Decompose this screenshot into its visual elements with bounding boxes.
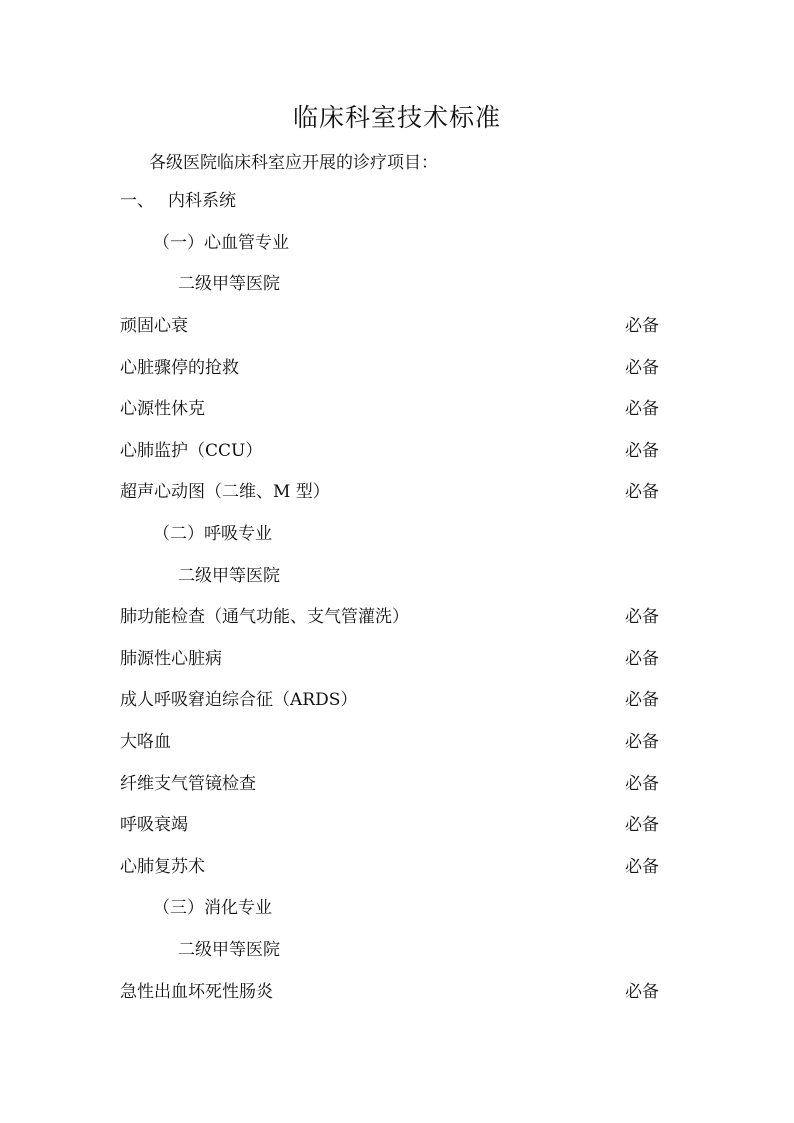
item-name: 呼吸衰竭 [120, 815, 188, 835]
hospital-level-label: 二级甲等医院 [178, 274, 280, 294]
list-item [0, 314, 794, 338]
item-name: 肺源性心脏病 [120, 649, 222, 669]
item-status: 必备 [625, 857, 659, 877]
section-title: （二）呼吸专业 [153, 524, 272, 544]
list-item [0, 980, 794, 1004]
item-status: 必备 [625, 358, 659, 378]
list-item [0, 356, 794, 380]
hospital-level [0, 564, 794, 588]
item-name: 纤维支气管镜检查 [120, 774, 256, 794]
section-heading [0, 231, 794, 255]
section-heading [0, 896, 794, 920]
list-item [0, 480, 794, 504]
item-status: 必备 [625, 441, 659, 461]
hospital-level-label: 二级甲等医院 [178, 566, 280, 586]
document-title: 临床科室技术标准 [292, 103, 501, 132]
item-name: 心源性休克 [120, 399, 205, 419]
list-item [0, 397, 794, 421]
section-heading [0, 522, 794, 546]
list-item [0, 688, 794, 712]
item-status: 必备 [625, 399, 659, 419]
list-item [0, 647, 794, 671]
item-name: 顽固心衰 [120, 316, 188, 336]
item-name: 心肺复苏术 [120, 857, 205, 877]
item-status: 必备 [625, 649, 659, 669]
list-item [0, 439, 794, 463]
item-name: 成人呼吸窘迫综合征（ARDS） [120, 690, 358, 710]
hospital-level-label: 二级甲等医院 [178, 940, 280, 960]
intro-text: 各级医院临床科室应开展的诊疗项目： [149, 153, 438, 173]
item-status: 必备 [625, 482, 659, 502]
item-name: 大咯血 [120, 732, 171, 752]
section-title: （一）心血管专业 [153, 233, 289, 253]
item-status: 必备 [625, 774, 659, 794]
list-item [0, 730, 794, 754]
item-name: 肺功能检查（通气功能、支气管灌洗） [120, 607, 409, 627]
hospital-level [0, 272, 794, 296]
item-status: 必备 [625, 690, 659, 710]
item-name: 心肺监护（CCU） [120, 441, 263, 461]
system-name: 内科系统 [168, 191, 236, 211]
item-name: 急性出血坏死性肠炎 [120, 982, 273, 1002]
system-heading [0, 189, 794, 213]
item-status: 必备 [625, 316, 659, 336]
item-name: 超声心动图（二维、M 型） [120, 482, 330, 502]
list-item [0, 855, 794, 879]
system-number: 一、 [120, 191, 154, 211]
list-item [0, 813, 794, 837]
list-item [0, 605, 794, 629]
item-name: 心脏骤停的抢救 [120, 358, 239, 378]
hospital-level [0, 938, 794, 962]
section-title: （三）消化专业 [153, 898, 272, 918]
list-item [0, 772, 794, 796]
item-status: 必备 [625, 815, 659, 835]
item-status: 必备 [625, 982, 659, 1002]
item-status: 必备 [625, 607, 659, 627]
item-status: 必备 [625, 732, 659, 752]
